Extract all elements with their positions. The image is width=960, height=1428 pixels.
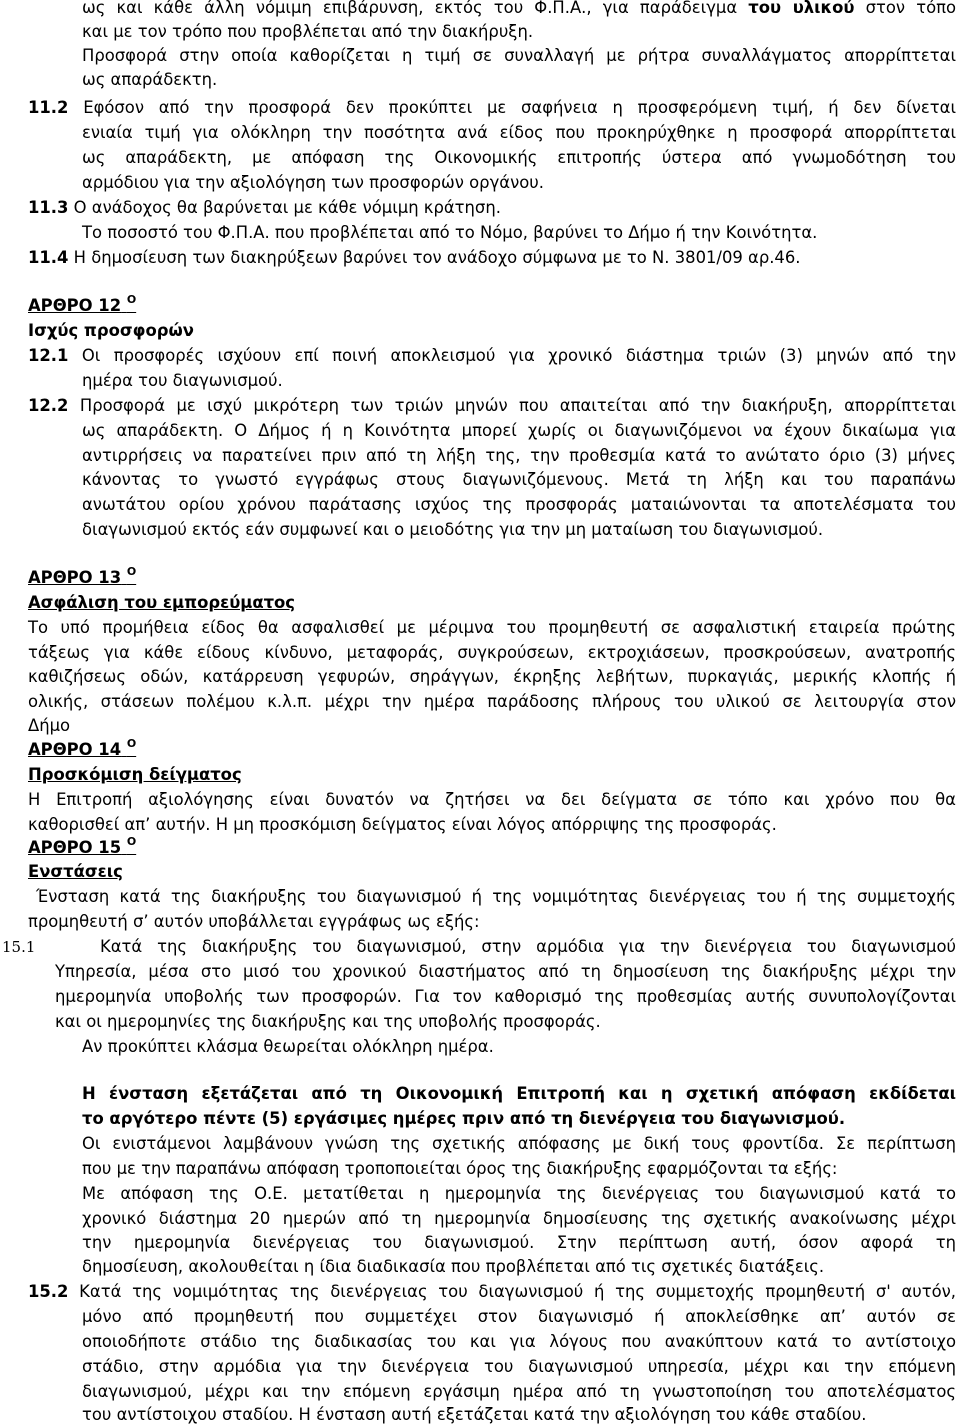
text-line: ως απαράδεκτη. — [82, 70, 218, 89]
text-line: ως και κάθε άλλη νόμιμη επιβάρυνση, εκτός του Φ.Π.Α., για παράδειγμα του υλικού στον τόπο — [82, 0, 956, 17]
text-line: ανωτάτου ορίου χρόνου παράτασης ισχύος της προσφοράς ματαιώνονται τα αποτελέσματα του — [82, 495, 956, 514]
text-line: μόνο από προμηθευτή που συμμετέχει στον διαγωνισμό ή αποκλείσθηκε απ’ αυτόν σε — [82, 1307, 956, 1326]
text-line: Προσφορά στην οποία καθορίζεται η τιμή σε συναλλαγή με ρήτρα συναλλάγματος απορρίπτεται — [82, 46, 956, 65]
clause-12-2: 12.2 Προσφορά με ισχύ μικρότερη των τριών μηνών που απαιτείται από την διακήρυξη, απορρίπτεται — [28, 396, 956, 415]
text-line: και οι ημερομηνίες της διακήρυξης και της υποβολής προσφοράς. — [55, 1012, 601, 1031]
clause-11-4: 11.4 Η δημοσίευση των διακηρύξεων βαρύνει τον ανάδοχο σύμφωνα με το Ν. 3801/09 αρ.46. — [28, 248, 801, 267]
text-line: ως απαράδεκτη. Ο Δήμος ή η Κοινότητα μπορεί χωρίς οι διαγωνιζόμενοι να έχουν δικαίωμα για — [82, 421, 956, 440]
text-line: προμηθευτή σ’ αυτόν υποβάλλεται εγγράφως ως εξής: — [28, 912, 480, 931]
clause-11-3: 11.3 Ο ανάδοχος θα βαρύνεται με κάθε νόμιμη κράτηση. — [28, 198, 501, 217]
text-line: Αν προκύπτει κλάσμα θεωρείται ολόκληρη ημέρα. — [82, 1037, 494, 1056]
article-14-heading: ΑΡΘΡΟ 14 $^O$ — [28, 736, 137, 759]
text-line: διαγωνισμού, μέχρι και την επόμενη εργάσιμη ημέρα από τη γνωστοποίηση του αποτελέσματος — [82, 1382, 956, 1401]
text-line: στάδιο, στην αρμόδια για την διενέργεια του διαγωνισμού υπηρεσία, μέχρι και την επόμενη — [82, 1357, 956, 1376]
text-line: που με την παραπάνω απόφαση τροποποιείται όρος της διακήρυξης εφαρμόζονται τα εξής: — [82, 1159, 838, 1178]
text-line: ημέρα του διαγωνισμού. — [82, 371, 283, 390]
article-12-heading: ΑΡΘΡΟ 12 $^O$ — [28, 292, 137, 315]
text-line: οποιοδήποτε στάδιο της διαδικασίας του και για λόγους που ανακύπτουν κατά το αντίστοιχο — [82, 1332, 956, 1351]
clause-15-1-number: 15.1 — [2, 938, 36, 956]
text-line: ολικής, στάσεων πολέμου κ.λ.π. μέχρι την ημέρα παράδοσης πλήρους του υλικού σε λειτουργία στον — [28, 692, 956, 711]
text-line: αντιρρήσεις να παρατείνει πριν από τη λήξη της, την προθεσμία κατά το ανώτατο όριο (3) μήνες — [82, 446, 956, 465]
text-line: Το υπό προμήθεια είδος θα ασφαλισθεί με μέριμνα του προμηθευτή σε ασφαλιστική εταιρεία πρώτης — [28, 618, 956, 637]
clause-11-2: 11.2 Εφόσον από την προσφορά δεν προκύπτει με σαφήνεια η προσφερόμενη τιμή, ή δεν δίνεται — [28, 98, 956, 117]
text-line: καθορισθεί απ’ αυτήν. Η μη προσκόμιση δείγματος είναι λόγος απόρριψης της προσφοράς. — [28, 815, 777, 834]
text-line: Το ποσοστό του Φ.Π.Α. που προβλέπεται από το Νόμο, βαρύνει το Δήμο ή την Κοινότητα. — [82, 223, 818, 242]
text-line: Υπηρεσία, μέσα στο μισό του χρονικού διαστήματος από τη δημοσίευση της διακήρυξης μέχρι την — [55, 962, 956, 981]
article-12-title: Ισχύς προσφορών — [28, 321, 194, 340]
clause-15-2: 15.2 Κατά της νομιμότητας της διενέργειας του διαγωνισμού ή της συμμετοχής προμηθευτή σ' αυτόν, — [28, 1282, 956, 1301]
text-line: Ένσταση κατά της διακήρυξης του διαγωνισμού ή της νομιμότητας διενέργειας του ή της συμμετοχής — [36, 887, 956, 906]
text-line: Οι ενιστάμενοι λαμβάνουν γνώση της σχετικής απόφασης με δική τους φροντίδα. Σε περίπτωση — [82, 1134, 956, 1153]
text-line: διαγωνισμού εκτός εάν συμφωνεί και ο μειοδότης για την μη ματαίωση του διαγωνισμού. — [82, 520, 824, 539]
article-15-heading: ΑΡΘΡΟ 15 $^O$ — [28, 834, 137, 857]
text-line: χρονικό διάστημα 20 ημερών από τη ημερομηνία δημοσίευσης της σχετικής ανακοίνωσης μέχρι — [82, 1209, 956, 1228]
clause-15-1: Κατά της διακήρυξης του διαγωνισμού, στην αρμόδια για την διενέργεια του διαγωνισμού — [100, 937, 956, 956]
article-14-title: Προσκόμιση δείγματος — [28, 765, 242, 784]
text-line: Δήμο — [28, 716, 71, 735]
bold-notice-line: το αργότερο πέντε (5) εργάσιμες ημέρες πριν από τη διενέργεια του διαγωνισμού. — [82, 1109, 846, 1128]
text-line: δημοσίευση, ακολουθείται η ίδια διαδικασία που προβλέπεται από τις σχετικές διατάξεις. — [82, 1257, 825, 1276]
text-line: Με απόφαση της Ο.Ε. μετατίθεται η ημερομηνία της διενέργειας του διαγωνισμού κατά το — [82, 1184, 956, 1203]
text-line: Η Επιτροπή αξιολόγησης είναι δυνατόν να ζητήσει να δει δείγματα σε τόπο και χρόνο που θα — [28, 790, 956, 809]
text-line: αρμόδιου για την αξιολόγηση των προσφορών οργάνου. — [82, 173, 544, 192]
text-line: καθιζήσεως οδών, κατάρρευση γεφυρών, σηράγγων, έκρηξης λεβήτων, πυρκαγιάς, μερικής κλοπής ή — [28, 667, 956, 686]
text-line: ημερομηνία υποβολής των προσφορών. Για τον καθορισμό της προθεσμίας αυτής συνυπολογίζονται — [55, 987, 956, 1006]
text-line: κάνοντας το γνωστό εγγράφως στους διαγωνιζόμενους. Μετά τη λήξη και του παραπάνω — [82, 470, 956, 489]
text-line: ενιαία τιμή για ολόκληρη την ποσότητα ανά είδος που προκηρύχθηκε η προσφορά απορρίπτεται — [82, 123, 956, 142]
article-13-title: Ασφάλιση του εμπορεύματος — [28, 593, 296, 612]
text-line: την ημερομηνία διενέργειας του διαγωνισμού. Στην περίπτωση αυτή, όσον αφορά τη — [82, 1233, 956, 1252]
text-line: ως απαράδεκτη, με απόφαση της Οικονομικής επιτροπής ύστερα από γνωμοδότηση του — [82, 148, 956, 167]
text-line: του αντίστοιχου σταδίου. Η ένσταση αυτή εξετάζεται κατά την αξιολόγηση του κάθε σταδίου. — [82, 1405, 867, 1424]
text-line: τάξεως για κάθε είδους κίνδυνο, μεταφοράς, συγκρούσεων, εκτροχιάσεων, προσκρούσεων, ανατροπής — [28, 643, 956, 662]
clause-12-1: 12.1 Οι προσφορές ισχύουν επί ποινή αποκλεισμού για χρονικό διάστημα τριών (3) μηνών από την — [28, 346, 956, 365]
article-15-title: Ενστάσεις — [28, 862, 123, 881]
article-13-heading: ΑΡΘΡΟ 13 $^O$ — [28, 564, 137, 587]
text-line: και με τον τρόπο που προβλέπεται από την διακήρυξη. — [82, 22, 534, 41]
bold-notice-line: Η ένσταση εξετάζεται από τη Οικονομική Επιτροπή και η σχετική απόφαση εκδίδεται — [82, 1084, 956, 1103]
